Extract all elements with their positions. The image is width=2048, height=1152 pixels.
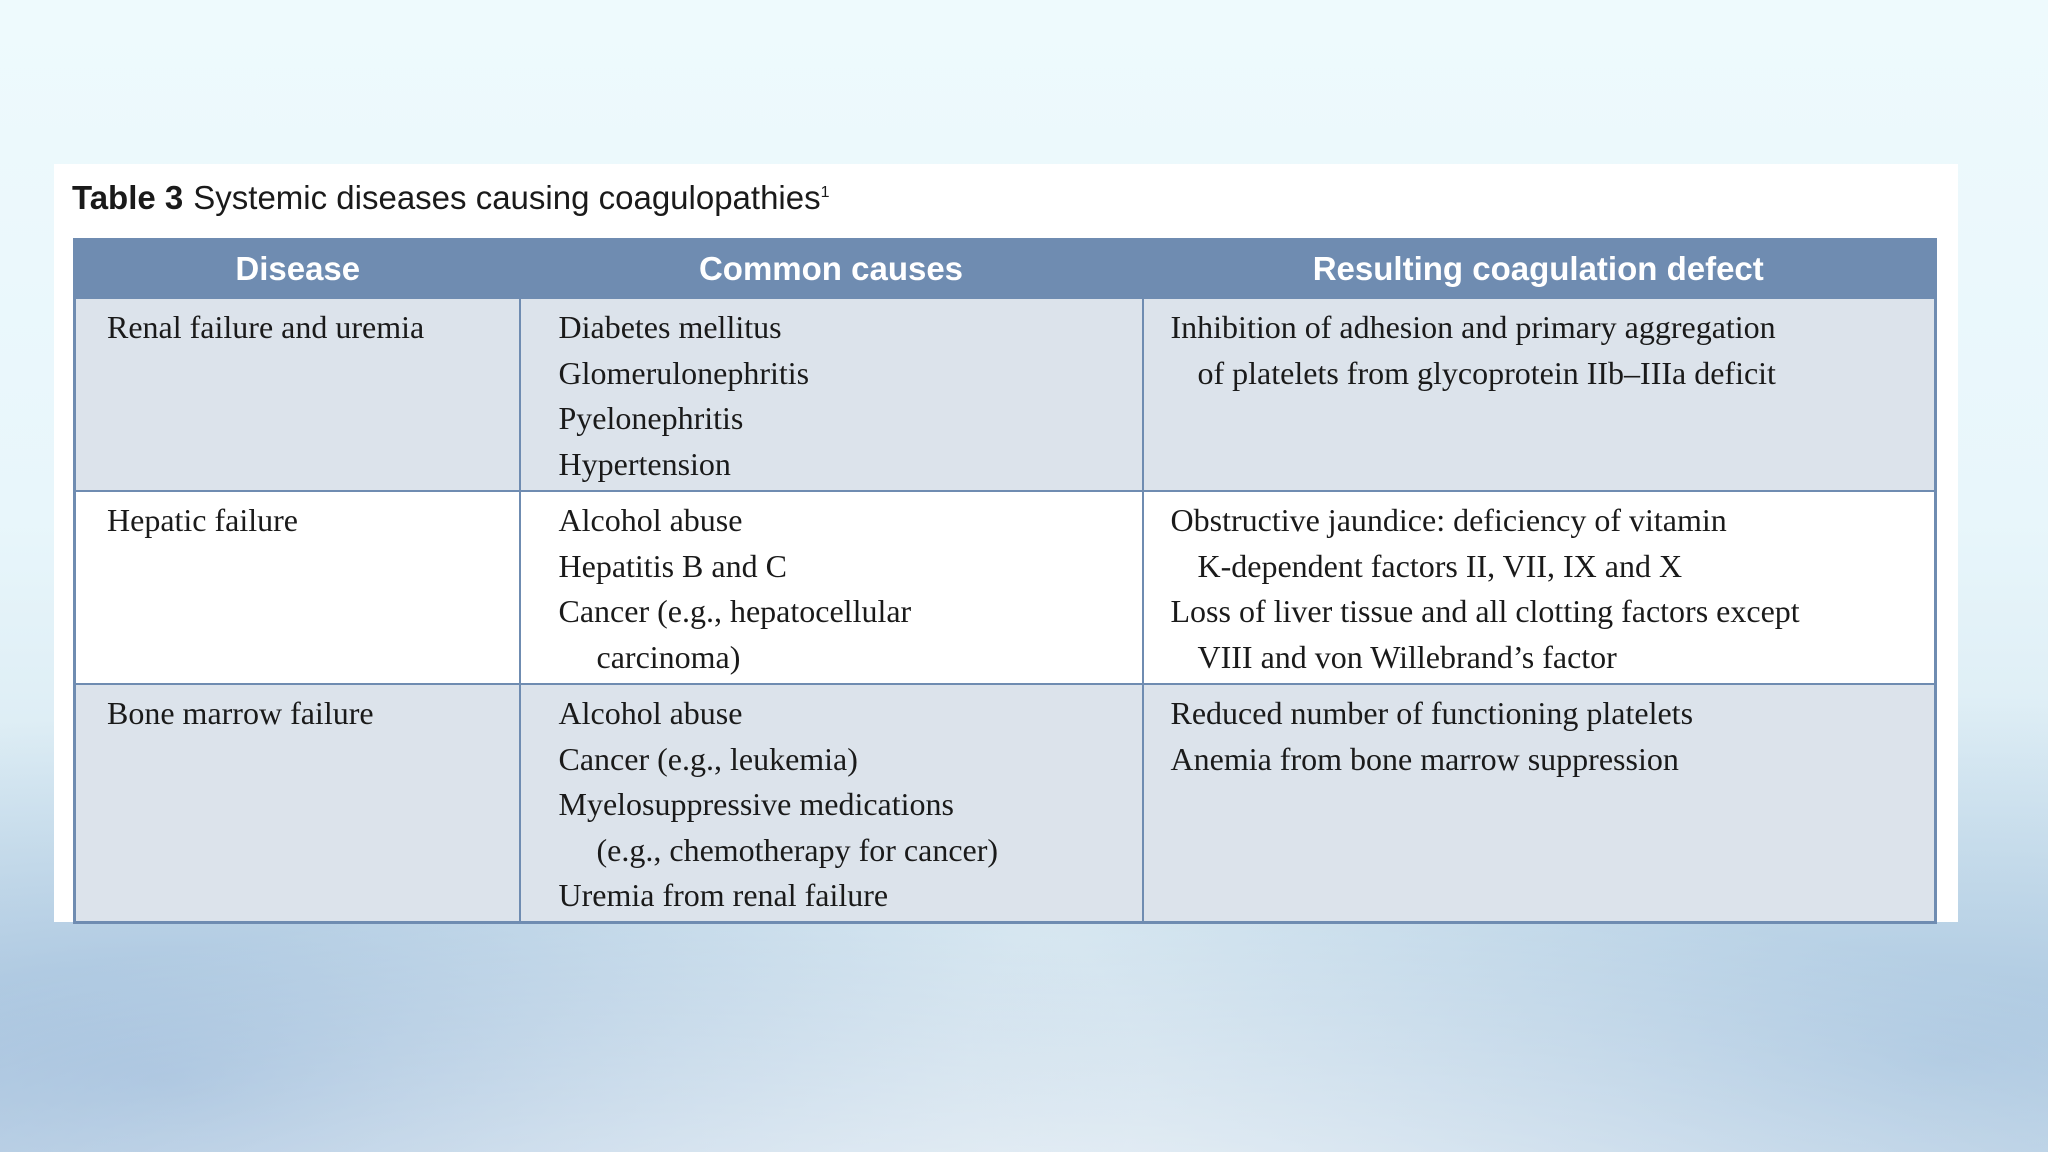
cause-line: Hepatitis B and C [558,547,787,584]
coagulopathy-table [73,238,1937,924]
defect-line: Obstructive jaundice: deficiency of vitamin [1170,502,1727,538]
defect-line: VIII and von Willebrand’s factor [1197,638,1617,675]
cause-line: Glomerulonephritis [558,354,810,391]
cause-line: Cancer (e.g., leukemia) [558,740,858,777]
cause-line: Pyelonephritis [558,400,744,436]
defect-cell [1143,684,1936,923]
defect-line: Anemia from bone marrow suppression [1170,740,1679,777]
slide-panel [54,164,1958,922]
table-caption [72,178,830,218]
cause-line: Myelosuppressive medications [558,786,954,822]
table-title: Systemic diseases causing coagulopathies [193,179,821,216]
disease-name: Renal failure and uremia [107,309,425,345]
table-row [75,684,1936,923]
footnote-marker: 1 [820,184,830,201]
defect-line: Reduced number of functioning platelets [1170,695,1694,731]
disease-cell [75,684,520,923]
table-number: Table 3 [72,179,184,216]
disease-name: Bone marrow failure [107,695,374,731]
defect-line: Loss of liver tissue and all clotting factors except [1170,593,1800,629]
header-row [75,240,1936,299]
defect-line: Inhibition of adhesion and primary aggregation [1170,309,1776,345]
cause-line: Hypertension [558,445,731,482]
defect-line: of platelets from glycoprotein IIb–IIIa deficit [1197,354,1776,391]
cause-line: Alcohol abuse [558,502,743,538]
cause-line: Uremia from renal failure [558,877,889,913]
cause-line: carcinoma) [596,638,741,675]
disease-cell [75,491,520,684]
causes-cell [520,684,1143,923]
header-disease: Disease [75,240,520,299]
table-row [75,298,1936,491]
cause-line: Alcohol abuse [558,695,743,731]
cause-line: Diabetes mellitus [558,309,782,345]
table-row [75,491,1936,684]
cause-line: Cancer (e.g., hepatocellular [558,593,912,629]
defect-line: K-dependent factors II, VII, IX and X [1197,547,1683,584]
disease-cell [75,298,520,491]
cause-line: (e.g., chemotherapy for cancer) [596,831,999,868]
causes-cell [520,298,1143,491]
defect-cell [1143,491,1936,684]
header-coagulation-defect: Resulting coagulation defect [1143,240,1936,299]
defect-cell [1143,298,1936,491]
header-common-causes: Common causes [520,240,1143,299]
disease-name: Hepatic failure [107,502,298,538]
causes-cell [520,491,1143,684]
